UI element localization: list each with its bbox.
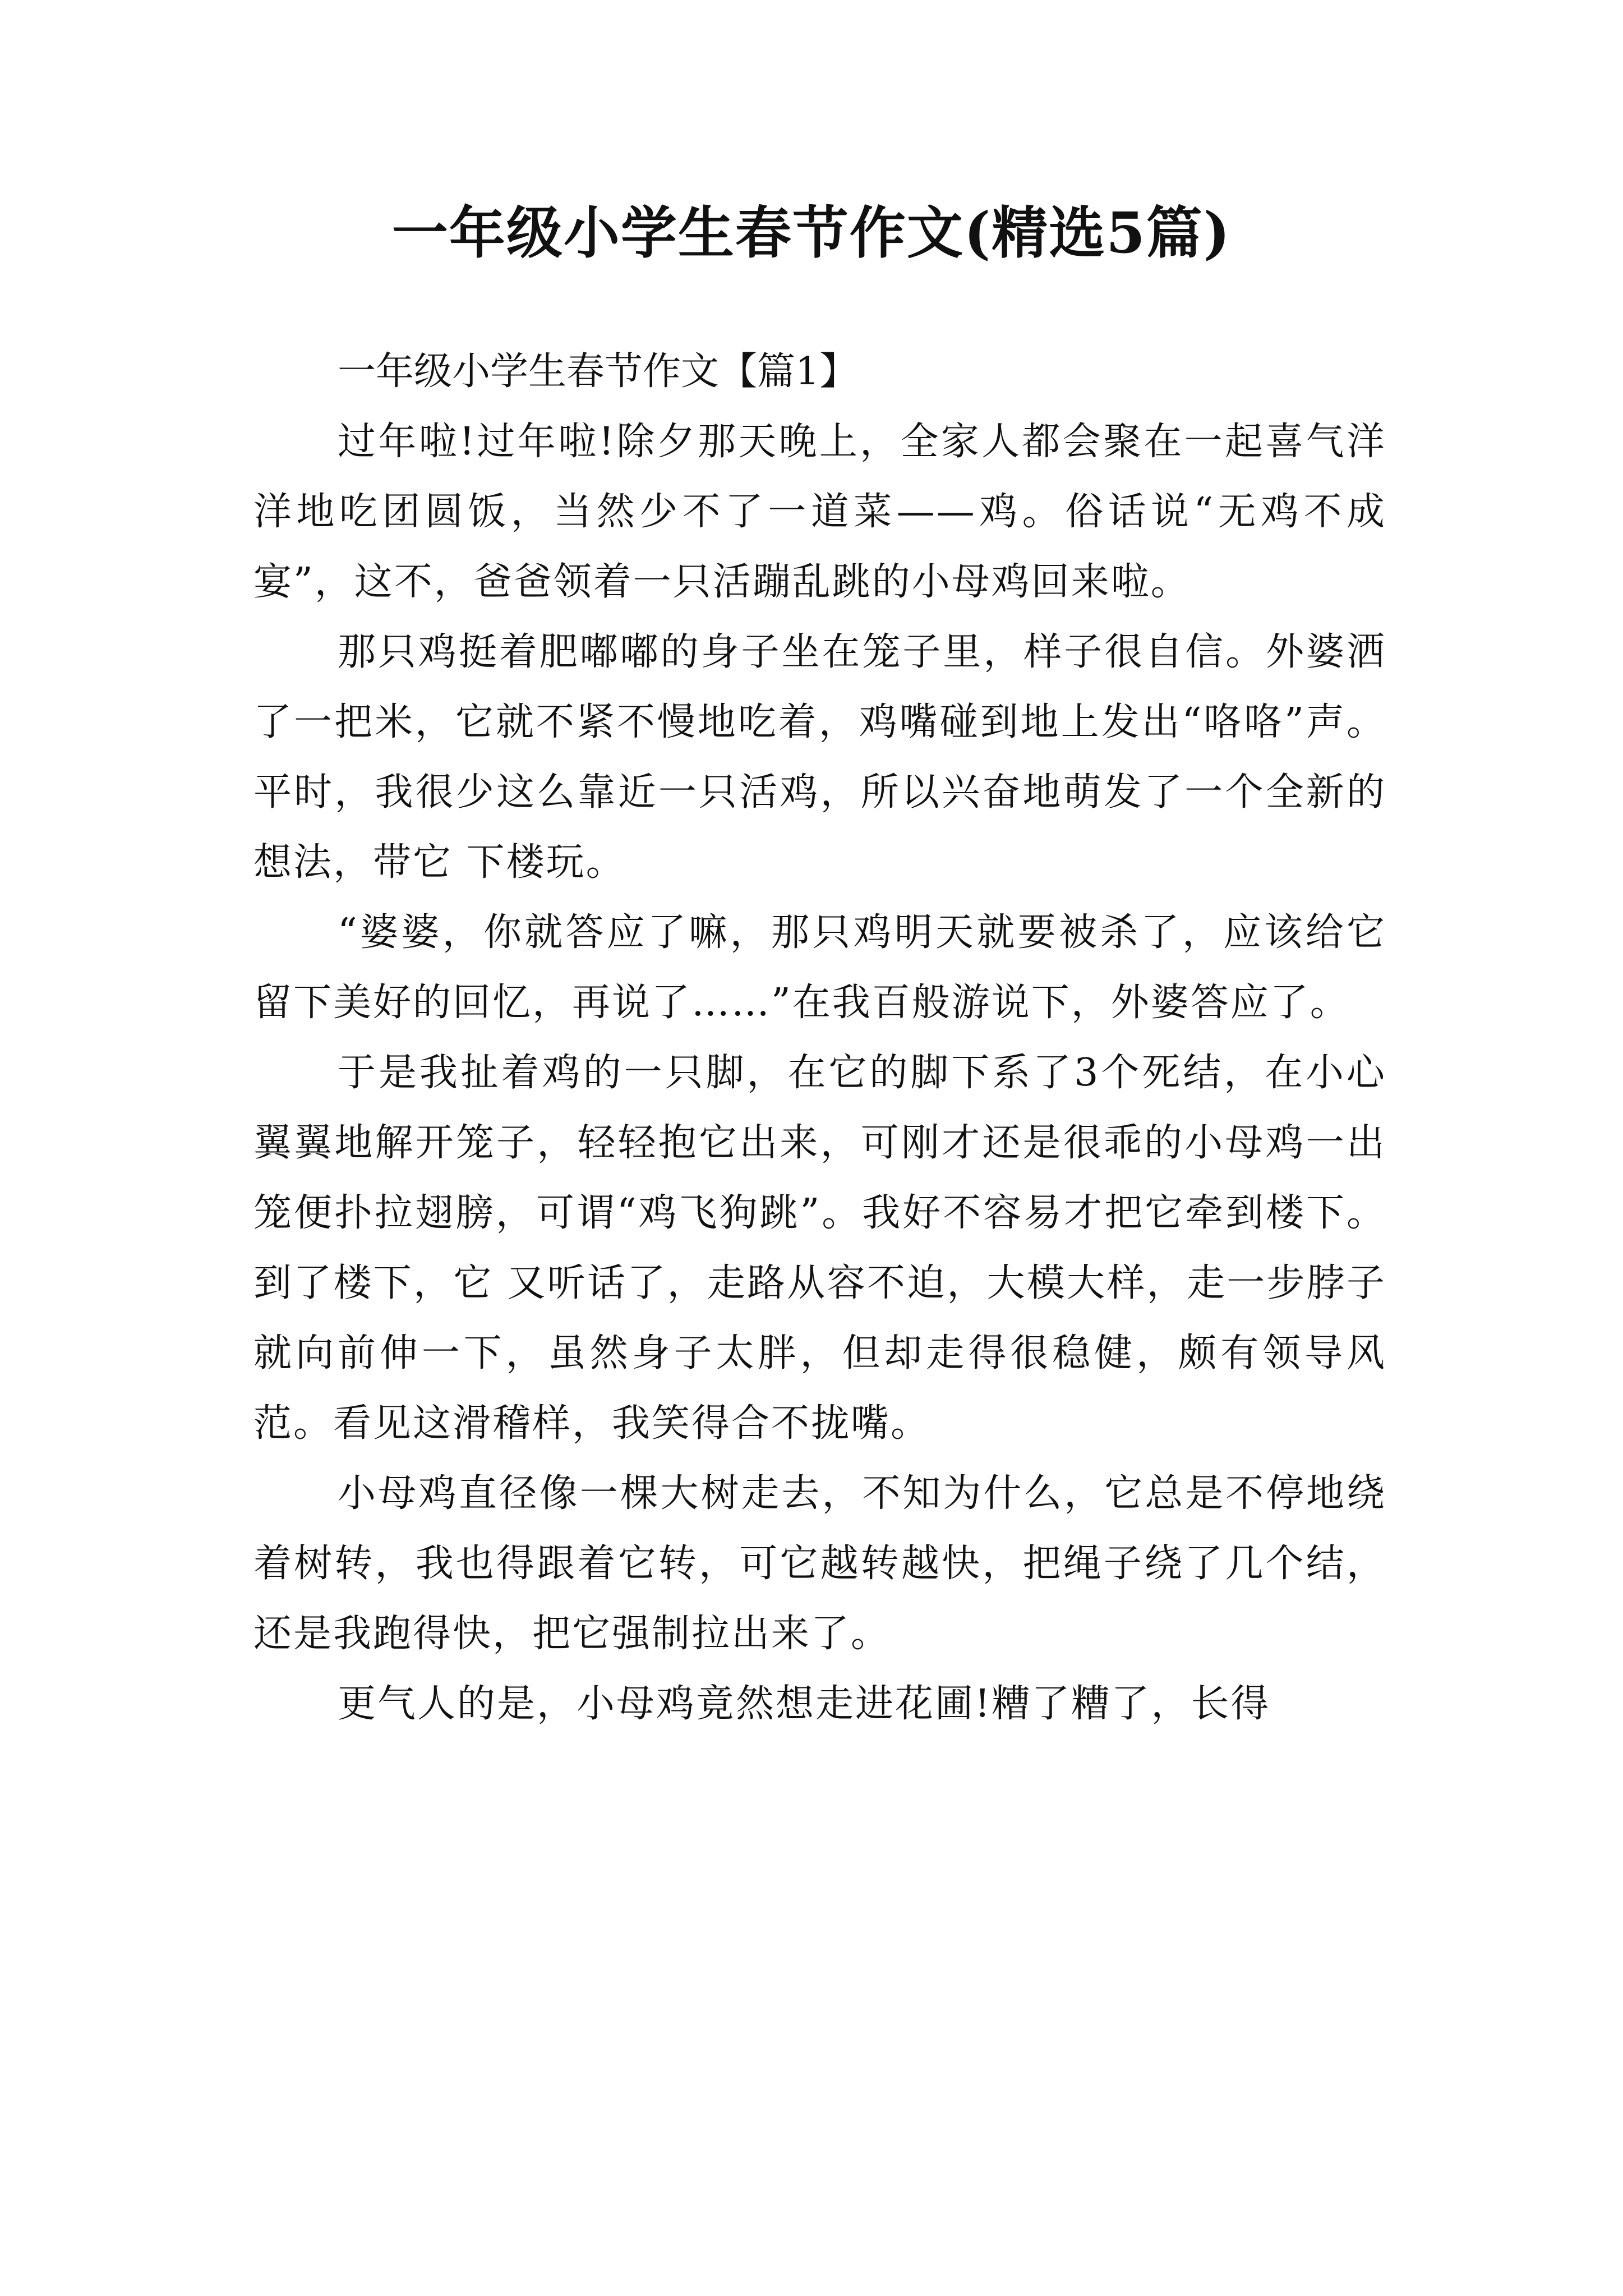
paragraph: 于是我扯着鸡的一只脚，在它的脚下系了3个死结，在小心翼翼地解开笼子，轻轻抱它出来，可刚才还是很乖的小母鸡一出笼便扑拉翅膀，可谓“鸡飞狗跳”。我好不容易才把它牵到楼下。到了楼下，它 又听话了，走路从容不迫，大模大样，走一步脖子就向前伸一下，虽然身子太胖，但却走得很稳健，颇有领导风范。看见这滑稽样，我笑得合不拢嘴。	[253, 1051, 1386, 1446]
paragraph: 更气人的是，小母鸡竟然想走进花圃!糟了糟了，长得	[338, 1682, 1271, 1726]
paragraph: 小母鸡直径像一棵大树走去，不知为什么，它总是不停地绕着树转，我也得跟着它转，可它越转越快，把绳子绕了几个结，还是我跑得快，把它强制拉出来了。	[253, 1471, 1386, 1656]
paragraph: 过年啦!过年啦!除夕那天晚上，全家人都会聚在一起喜气洋洋地吃团圆饭，当然少不了一道菜——鸡。俗话说“无鸡不成宴”，这不，爸爸领着一只活蹦乱跳的小母鸡回来啦。	[253, 420, 1386, 604]
paragraph: 那只鸡挺着肥嘟嘟的身子坐在笼子里，样子很自信。外婆洒了一把米，它就不紧不慢地吃着，鸡嘴碰到地上发出“咯咯”声。平时，我很少这么靠近一只活鸡，所以兴奋地萌发了一个全新的想法，带它 下楼玩。	[253, 630, 1386, 885]
paragraph: “婆婆，你就答应了嘛，那只鸡明天就要被杀了，应该给它留下美好的回忆，再说了……”在我百般游说下，外婆答应了。	[253, 910, 1386, 1025]
document-body	[253, 337, 1386, 1739]
section-heading: 一年级小学生春节作文【篇1】	[338, 349, 858, 394]
document-title: 一年级小学生春节作文(精选5篇)	[391, 200, 1232, 266]
